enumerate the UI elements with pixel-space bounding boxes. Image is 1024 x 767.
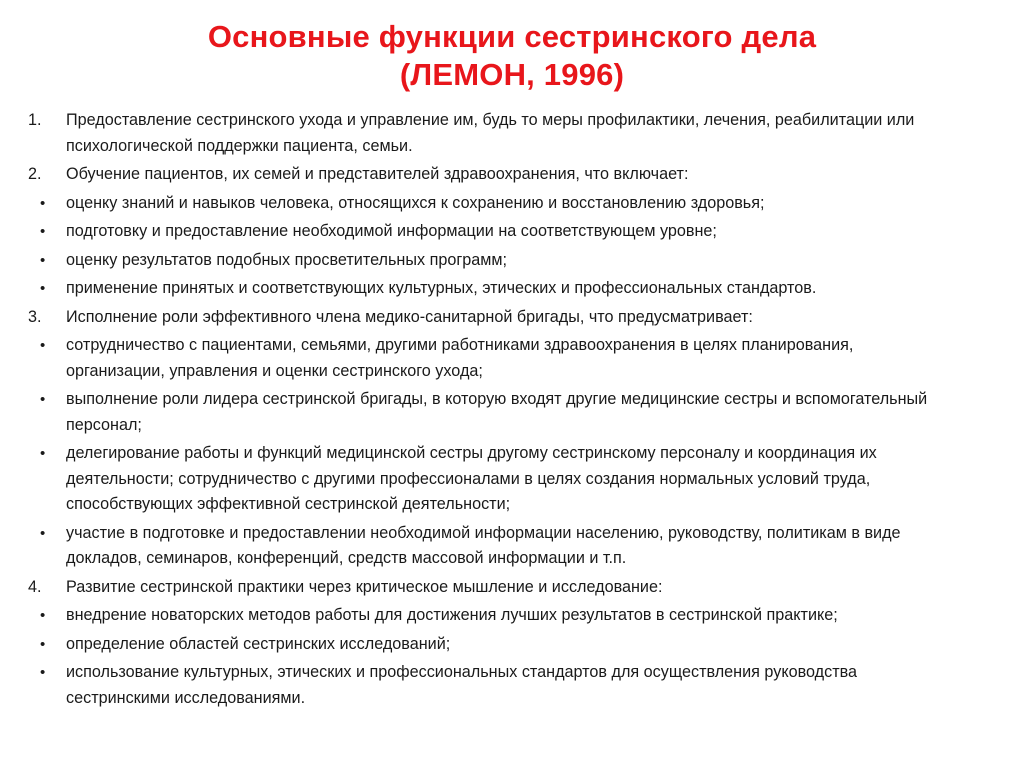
list-item-text: оценку результатов подобных просветительных программ; — [66, 250, 508, 269]
bullet-icon: • — [40, 223, 46, 240]
bullet-icon: • — [40, 635, 46, 653]
list-item — [28, 305, 996, 331]
list-item-text: участие в подготовке и предоставлении необходимой информации населению, руководству, политикам в виде докладов, семинаров, конференций, средств массовой информации и т.п. — [66, 523, 901, 567]
list-item-marker: 1. — [28, 111, 42, 129]
bullet-icon: • — [40, 280, 46, 297]
list-item — [28, 191, 996, 217]
content-list — [28, 108, 996, 711]
list-item — [28, 632, 996, 658]
list-item — [28, 575, 996, 601]
bullet-icon: • — [40, 607, 46, 624]
bullet-icon: • — [40, 524, 46, 542]
list-item-marker: 3. — [28, 307, 42, 326]
page-title — [28, 18, 996, 94]
list-item — [28, 521, 996, 572]
list-item-text: Предоставление сестринского ухода и управление им, будь то меры профилактики, лечения, реабилитации или психологической поддержки пациента, семьи. — [66, 111, 915, 155]
list-item — [28, 108, 996, 159]
list-item — [28, 441, 996, 518]
bullet-icon: • — [40, 391, 46, 408]
list-item — [28, 248, 996, 274]
list-item — [28, 219, 996, 245]
list-item-marker: 2. — [28, 165, 42, 183]
list-item-text: внедрение новаторских методов работы для достижения лучших результатов в сестринской практике; — [66, 606, 838, 624]
list-item-text: Развитие сестринской практики через критическое мышление и исследование: — [66, 577, 663, 596]
bullet-icon: • — [40, 337, 46, 354]
bullet-icon: • — [40, 664, 46, 681]
list-item-text: сотрудничество с пациентами, семьями, другими работниками здравоохранения в целях планирования, организации, управления и оценки сестринского ухода; — [66, 336, 854, 380]
list-item — [28, 333, 996, 384]
list-item-text: делегирование работы и функций медицинской сестры другому сестринскому персоналу и координация их деятельности; сотрудничество с другими профессионалами в целях создания нормальных условий труда, способствующих эффективной сестринской деятельности; — [66, 444, 877, 513]
list-item — [28, 660, 996, 711]
list-item — [28, 162, 996, 188]
bullet-icon: • — [40, 251, 46, 269]
list-item-text: Исполнение роли эффективного члена медико-санитарной бригады, что предусматривает: — [66, 307, 753, 326]
list-item — [28, 276, 996, 302]
list-item-text: оценку знаний и навыков человека, относящихся к сохранению и восстановлению здоровья; — [66, 193, 765, 212]
list-item — [28, 603, 996, 629]
list-item-text: подготовку и предоставление необходимой информации на соответствующем уровне; — [66, 222, 717, 240]
list-item-text: выполнение роли лидера сестринской бригады, в которую входят другие медицинские сестры и вспомогательный персонал; — [66, 390, 928, 434]
list-item-text: Обучение пациентов, их семей и представителей здравоохранения, что включает: — [66, 165, 689, 183]
list-item-text: определение областей сестринских исследований; — [66, 634, 451, 653]
bullet-icon: • — [40, 194, 46, 212]
list-item-marker: 4. — [28, 577, 42, 596]
list-item-text: применение принятых и соответствующих культурных, этических и профессиональных стандартов. — [66, 279, 817, 297]
title-line-2: (ЛЕМОН, 1996) — [399, 57, 625, 92]
title-line-1: Основные функции сестринского дела — [207, 19, 817, 54]
list-item — [28, 387, 996, 438]
list-item-text: использование культурных, этических и профессиональных стандартов для осуществления руководства сестринскими исследованиями. — [66, 663, 858, 707]
bullet-icon: • — [40, 445, 46, 462]
